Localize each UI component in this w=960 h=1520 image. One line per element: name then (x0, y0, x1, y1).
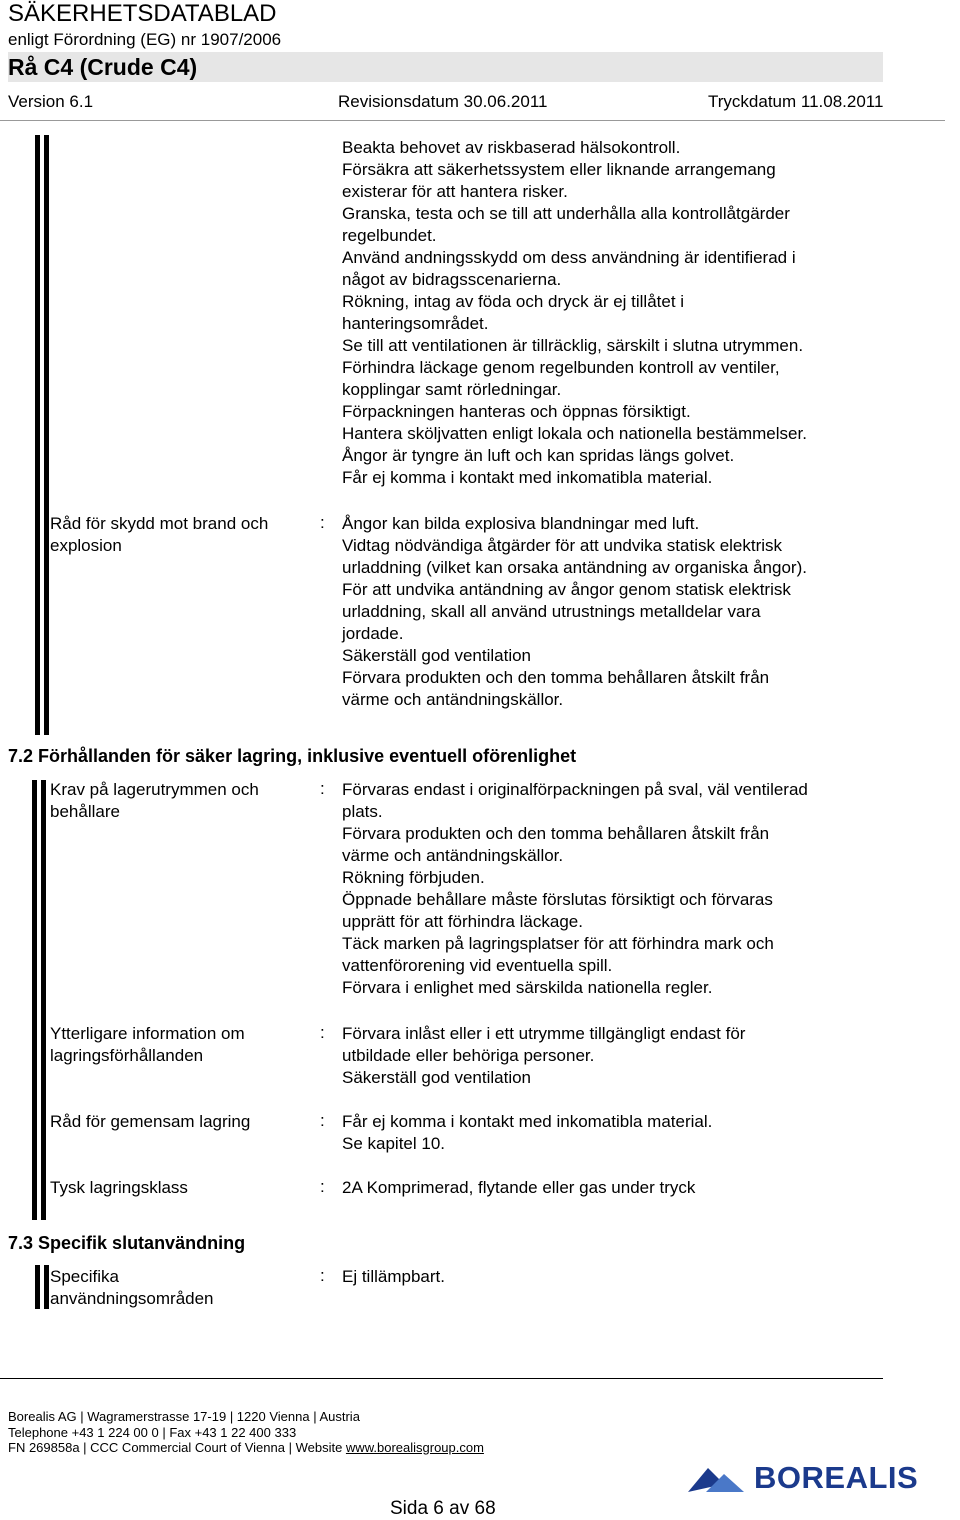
footer-registration (8, 1440, 484, 1456)
text-line: värme och antändningskällor. (342, 690, 564, 709)
text-line: existerar för att hantera risker. (342, 182, 568, 201)
text-line: regelbundet. (342, 226, 437, 245)
text-line: Säkerställ god ventilation (342, 1068, 532, 1087)
revision-bar (32, 780, 37, 1220)
specific-use-label (50, 1266, 214, 1310)
storage-requirements-label (50, 779, 259, 823)
text-line: Säkerställ god ventilation (342, 646, 532, 665)
text-line: Får ej komma i kontakt med inkomatibla material. (342, 1112, 713, 1131)
text-line: Får ej komma i kontakt med inkomatibla material. (342, 468, 713, 487)
additional-storage-info-text (342, 1023, 745, 1089)
revision-bar (44, 1265, 49, 1309)
text-line: Förvara produkten och den tomma behållaren åtskilt från (342, 824, 770, 843)
revision-bar (35, 1265, 40, 1309)
text-line: plats. (342, 802, 383, 821)
label-line: Krav på lagerutrymmen och (50, 780, 259, 799)
text-line: Förvara produkten och den tomma behållaren åtskilt från (342, 668, 770, 687)
text-line: Vidtag nödvändiga åtgärder för att undvika statisk elektrisk (342, 536, 783, 555)
fire-protection-label (50, 513, 268, 557)
registration-text: FN 269858a | CCC Commercial Court of Vienna | Website (8, 1440, 346, 1455)
label-line: lagringsförhållanden (50, 1046, 204, 1065)
text-line: utbildade eller behöriga personer. (342, 1046, 595, 1065)
version-label: Version 6.1 (8, 92, 94, 111)
joint-storage-text (342, 1111, 712, 1155)
revision-bar (41, 780, 46, 1220)
label-line: behållare (50, 802, 120, 821)
section-7-3-heading: 7.3 Specifik slutanvändning (8, 1233, 246, 1253)
text-line: Öppnade behållare måste förslutas försiktigt och förvaras (342, 890, 773, 909)
document-title: SÄKERHETSDATABLAD (8, 0, 277, 27)
label-line: Specifika (50, 1267, 119, 1286)
text-line: något av bidragsscenarierna. (342, 270, 562, 289)
label-line: Råd för skydd mot brand och (50, 514, 269, 533)
text-line: Ångor är tyngre än luft och kan spridas längs golvet. (342, 446, 735, 465)
text-line: För att undvika antändning av ångor genom statisk elektrisk (342, 580, 791, 599)
borealis-logo-icon (684, 1462, 748, 1498)
website-link[interactable]: www.borealisgroup.com (345, 1440, 484, 1455)
page-number: Sida 6 av 68 (390, 1498, 496, 1519)
section-7-2-heading: 7.2 Förhållanden för säker lagring, inklusive eventuell oförenlighet (8, 746, 577, 766)
footer-company-info (8, 1409, 484, 1456)
text-line: Förpackningen hanteras och öppnas försiktigt. (342, 402, 691, 421)
joint-storage-label: Råd för gemensam lagring (50, 1112, 251, 1131)
text-line: Förvara inlåst eller i ett utrymme tillgängligt endast för (342, 1024, 746, 1043)
text-line: Försäkra att säkerhetssystem eller liknande arrangemang (342, 160, 776, 179)
text-line: Se kapitel 10. (342, 1134, 446, 1153)
label-line: användningsområden (50, 1289, 214, 1308)
text-line: värme och antändningskällor. (342, 846, 564, 865)
regulation-reference: enligt Förordning (EG) nr 1907/2006 (8, 30, 282, 49)
text-line: jordade. (342, 624, 404, 643)
colon-separator: : (320, 779, 325, 798)
german-storage-class-value: 2A Komprimerad, flytande eller gas under tryck (342, 1178, 696, 1197)
revision-bar (32, 1176, 37, 1220)
text-line: kopplingar samt rörledningar. (342, 380, 562, 399)
print-date: Tryckdatum 11.08.2011 (708, 92, 884, 111)
label-line: Ytterligare information om (50, 1024, 245, 1043)
footer-address: Borealis AG | Wagramerstrasse 17-19 | 1220 Vienna | Austria (8, 1409, 360, 1424)
borealis-logo (684, 1460, 954, 1500)
revision-bar (35, 135, 40, 735)
handling-advice-text (342, 137, 807, 489)
text-line: Se till att ventilationen är tillräcklig, särskilt i slutna utrymmen. (342, 336, 804, 355)
german-storage-class-label: Tysk lagringsklass (50, 1178, 188, 1197)
text-line: Beakta behovet av riskbaserad hälsokontroll. (342, 138, 681, 157)
text-line: hanteringsområdet. (342, 314, 489, 333)
borealis-logo-text: BOREALIS (754, 1460, 919, 1495)
fire-protection-text (342, 513, 807, 711)
text-line: Rökning, intag av föda och dryck är ej tillåtet i (342, 292, 685, 311)
text-line: urladdning, skall all använd utrustnings metalldelar vara (342, 602, 761, 621)
colon-separator: : (320, 1023, 325, 1042)
text-line: Använd andningsskydd om dess användning är identifierad i (342, 248, 796, 267)
specific-use-value: Ej tillämpbart. (342, 1267, 445, 1286)
footer-divider (0, 1378, 883, 1379)
colon-separator: : (320, 1266, 325, 1285)
product-name-band (8, 52, 883, 82)
text-line: Förvaras endast i originalförpackningen på sval, väl ventilerad (342, 780, 808, 799)
text-line: Förvara i enlighet med särskilda nationella regler. (342, 978, 713, 997)
revision-date: Revisionsdatum 30.06.2011 (338, 92, 548, 111)
text-line: urladdning (vilket kan orsaka antändning av organiska ångor). (342, 558, 807, 577)
text-line: vattenförorening vid eventuella spill. (342, 956, 613, 975)
footer-phone: Telephone +43 1 224 00 0 | Fax +43 1 22 400 333 (8, 1424, 297, 1440)
text-line: Rökning förbjuden. (342, 868, 485, 887)
text-line: upprätt för att förhindra läckage. (342, 912, 583, 931)
colon-separator: : (320, 513, 325, 532)
colon-separator: : (320, 1111, 325, 1130)
text-line: Granska, testa och se till att underhålla alla kontrollåtgärder (342, 204, 790, 223)
text-line: Ångor kan bilda explosiva blandningar med luft. (342, 514, 700, 533)
storage-requirements-text (342, 779, 808, 999)
header-divider (0, 120, 945, 121)
text-line: Förhindra läckage genom regelbunden kontroll av ventiler, (342, 358, 780, 377)
label-line: explosion (50, 536, 122, 555)
additional-storage-info-label (50, 1023, 245, 1067)
product-name: Rå C4 (Crude C4) (8, 54, 198, 80)
text-line: Täck marken på lagringsplatser för att förhindra mark och (342, 934, 774, 953)
revision-bar (44, 135, 49, 735)
text-line: Hantera sköljvatten enligt lokala och nationella bestämmelser. (342, 424, 807, 443)
revision-bar (41, 1176, 46, 1220)
colon-separator: : (320, 1177, 325, 1196)
